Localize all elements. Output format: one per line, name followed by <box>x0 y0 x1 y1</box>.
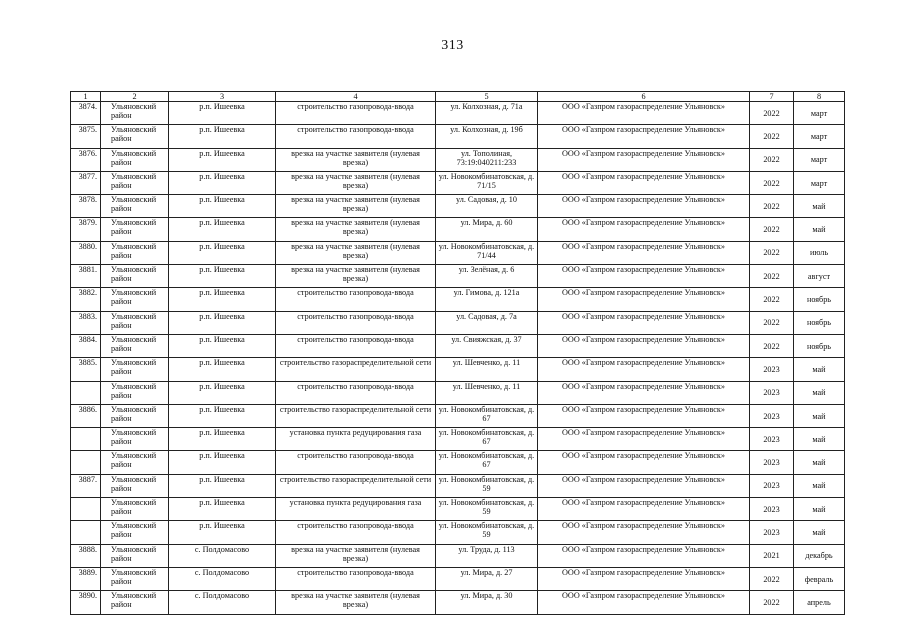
row-number <box>71 381 101 404</box>
month-cell: май <box>794 498 845 521</box>
row-number: 3878. <box>71 195 101 218</box>
year-cell: 2022 <box>750 171 794 194</box>
locality-cell: с. Полдомасово <box>169 567 276 590</box>
year-cell: 2022 <box>750 265 794 288</box>
year-cell: 2023 <box>750 451 794 474</box>
table-row <box>71 171 845 194</box>
address-cell: ул. Новокомбинатовская, д. 71/44 <box>436 241 538 264</box>
address-cell: ул. Мира, д. 30 <box>436 591 538 614</box>
table-row <box>71 451 845 474</box>
district-cell: Ульяновский район <box>101 171 169 194</box>
work-type-cell: строительство газораспределительной сети <box>276 358 436 381</box>
table-row <box>71 125 845 148</box>
locality-cell: р.п. Ишеевка <box>169 125 276 148</box>
row-number: 3889. <box>71 567 101 590</box>
work-type-cell: строительство газопровода-ввода <box>276 102 436 125</box>
row-number <box>71 451 101 474</box>
organization-cell: ООО «Газпром газораспределение Ульяновск» <box>538 102 750 125</box>
table-row <box>71 428 845 451</box>
district-cell: Ульяновский район <box>101 102 169 125</box>
district-cell: Ульяновский район <box>101 358 169 381</box>
organization-cell: ООО «Газпром газораспределение Ульяновск» <box>538 591 750 614</box>
table-row <box>71 288 845 311</box>
work-type-cell: врезка на участке заявителя (нулевая врезка) <box>276 148 436 171</box>
locality-cell: р.п. Ишеевка <box>169 474 276 497</box>
locality-cell: с. Полдомасово <box>169 591 276 614</box>
table-row <box>71 102 845 125</box>
address-cell: ул. Садовая, д. 10 <box>436 195 538 218</box>
year-cell: 2022 <box>750 102 794 125</box>
locality-cell: р.п. Ишеевка <box>169 148 276 171</box>
work-type-cell: установка пункта редуцирования газа <box>276 498 436 521</box>
col-header-1: 1 <box>71 92 101 102</box>
table-row <box>71 358 845 381</box>
locality-cell: р.п. Ишеевка <box>169 195 276 218</box>
address-cell: ул. Новокомбинатовская, д. 67 <box>436 428 538 451</box>
district-cell: Ульяновский район <box>101 404 169 427</box>
organization-cell: ООО «Газпром газораспределение Ульяновск» <box>538 404 750 427</box>
table-row <box>71 591 845 614</box>
row-number: 3874. <box>71 102 101 125</box>
locality-cell: р.п. Ишеевка <box>169 311 276 334</box>
district-cell: Ульяновский район <box>101 195 169 218</box>
year-cell: 2023 <box>750 404 794 427</box>
row-number: 3882. <box>71 288 101 311</box>
locality-cell: р.п. Ишеевка <box>169 428 276 451</box>
locality-cell: с. Полдомасово <box>169 544 276 567</box>
address-cell: ул. Тополиная, 73:19:040211:233 <box>436 148 538 171</box>
locality-cell: р.п. Ишеевка <box>169 171 276 194</box>
locality-cell: р.п. Ишеевка <box>169 241 276 264</box>
organization-cell: ООО «Газпром газораспределение Ульяновск» <box>538 171 750 194</box>
col-header-4: 4 <box>276 92 436 102</box>
work-type-cell: строительство газопровода-ввода <box>276 311 436 334</box>
year-cell: 2023 <box>750 474 794 497</box>
table-row <box>71 218 845 241</box>
year-cell: 2023 <box>750 381 794 404</box>
district-cell: Ульяновский район <box>101 311 169 334</box>
address-cell: ул. Новокомбинатовская, д. 67 <box>436 404 538 427</box>
organization-cell: ООО «Газпром газораспределение Ульяновск» <box>538 428 750 451</box>
address-cell: ул. Шевченко, д. 11 <box>436 358 538 381</box>
address-cell: ул. Новокомбинатовская, д. 59 <box>436 474 538 497</box>
row-number: 3879. <box>71 218 101 241</box>
table-row <box>71 474 845 497</box>
work-type-cell: строительство газораспределительной сети <box>276 404 436 427</box>
locality-cell: р.п. Ишеевка <box>169 451 276 474</box>
organization-cell: ООО «Газпром газораспределение Ульяновск» <box>538 195 750 218</box>
work-type-cell: строительство газопровода-ввода <box>276 125 436 148</box>
table-row <box>71 498 845 521</box>
row-number: 3877. <box>71 171 101 194</box>
work-type-cell: врезка на участке заявителя (нулевая врезка) <box>276 195 436 218</box>
address-cell: ул. Новокомбинатовская, д. 59 <box>436 498 538 521</box>
row-number <box>71 521 101 544</box>
month-cell: апрель <box>794 591 845 614</box>
work-type-cell: строительство газопровода-ввода <box>276 381 436 404</box>
organization-cell: ООО «Газпром газораспределение Ульяновск» <box>538 381 750 404</box>
year-cell: 2022 <box>750 311 794 334</box>
address-cell: ул. Новокомбинатовская, д. 59 <box>436 521 538 544</box>
year-cell: 2022 <box>750 241 794 264</box>
month-cell: март <box>794 102 845 125</box>
month-cell: март <box>794 125 845 148</box>
locality-cell: р.п. Ишеевка <box>169 404 276 427</box>
col-header-3: 3 <box>169 92 276 102</box>
col-header-8: 8 <box>794 92 845 102</box>
address-cell: ул. Колхозная, д. 71а <box>436 102 538 125</box>
work-type-cell: врезка на участке заявителя (нулевая врезка) <box>276 591 436 614</box>
month-cell: ноябрь <box>794 288 845 311</box>
work-type-cell: строительство газопровода-ввода <box>276 451 436 474</box>
table-row <box>71 311 845 334</box>
month-cell: август <box>794 265 845 288</box>
organization-cell: ООО «Газпром газораспределение Ульяновск» <box>538 474 750 497</box>
district-cell: Ульяновский район <box>101 381 169 404</box>
address-cell: ул. Колхозная, д. 19б <box>436 125 538 148</box>
organization-cell: ООО «Газпром газораспределение Ульяновск» <box>538 567 750 590</box>
work-type-cell: врезка на участке заявителя (нулевая врезка) <box>276 241 436 264</box>
row-number: 3885. <box>71 358 101 381</box>
month-cell: май <box>794 404 845 427</box>
work-type-cell: врезка на участке заявителя (нулевая врезка) <box>276 265 436 288</box>
locality-cell: р.п. Ишеевка <box>169 498 276 521</box>
table-row <box>71 521 845 544</box>
row-number: 3880. <box>71 241 101 264</box>
address-cell: ул. Новокомбинатовская, д. 71/15 <box>436 171 538 194</box>
year-cell: 2023 <box>750 498 794 521</box>
address-cell: ул. Труда, д. 113 <box>436 544 538 567</box>
address-cell: ул. Мира, д. 60 <box>436 218 538 241</box>
organization-cell: ООО «Газпром газораспределение Ульяновск» <box>538 544 750 567</box>
row-number: 3883. <box>71 311 101 334</box>
year-cell: 2022 <box>750 125 794 148</box>
year-cell: 2022 <box>750 148 794 171</box>
locality-cell: р.п. Ишеевка <box>169 102 276 125</box>
year-cell: 2023 <box>750 428 794 451</box>
district-cell: Ульяновский район <box>101 265 169 288</box>
address-cell: ул. Садовая, д. 7а <box>436 311 538 334</box>
district-cell: Ульяновский район <box>101 428 169 451</box>
district-cell: Ульяновский район <box>101 125 169 148</box>
table-row <box>71 148 845 171</box>
work-type-cell: врезка на участке заявителя (нулевая врезка) <box>276 171 436 194</box>
row-number: 3886. <box>71 404 101 427</box>
organization-cell: ООО «Газпром газораспределение Ульяновск» <box>538 498 750 521</box>
month-cell: декабрь <box>794 544 845 567</box>
row-number <box>71 428 101 451</box>
table-row <box>71 544 845 567</box>
month-cell: май <box>794 218 845 241</box>
district-cell: Ульяновский район <box>101 288 169 311</box>
year-cell: 2022 <box>750 288 794 311</box>
table-row <box>71 195 845 218</box>
address-cell: ул. Мира, д. 27 <box>436 567 538 590</box>
month-cell: май <box>794 521 845 544</box>
gas-works-table <box>70 91 845 615</box>
locality-cell: р.п. Ишеевка <box>169 358 276 381</box>
locality-cell: р.п. Ишеевка <box>169 288 276 311</box>
col-header-7: 7 <box>750 92 794 102</box>
work-type-cell: строительство газопровода-ввода <box>276 288 436 311</box>
row-number: 3876. <box>71 148 101 171</box>
month-cell: март <box>794 171 845 194</box>
month-cell: май <box>794 474 845 497</box>
row-number: 3881. <box>71 265 101 288</box>
locality-cell: р.п. Ишеевка <box>169 381 276 404</box>
work-type-cell: строительство газораспределительной сети <box>276 474 436 497</box>
year-cell: 2022 <box>750 591 794 614</box>
row-number: 3875. <box>71 125 101 148</box>
district-cell: Ульяновский район <box>101 544 169 567</box>
month-cell: май <box>794 428 845 451</box>
year-cell: 2022 <box>750 195 794 218</box>
header-row <box>71 92 845 102</box>
year-cell: 2022 <box>750 218 794 241</box>
work-type-cell: строительство газопровода-ввода <box>276 521 436 544</box>
table-row <box>71 241 845 264</box>
row-number <box>71 498 101 521</box>
organization-cell: ООО «Газпром газораспределение Ульяновск» <box>538 148 750 171</box>
organization-cell: ООО «Газпром газораспределение Ульяновск» <box>538 218 750 241</box>
organization-cell: ООО «Газпром газораспределение Ульяновск» <box>538 451 750 474</box>
year-cell: 2021 <box>750 544 794 567</box>
district-cell: Ульяновский район <box>101 218 169 241</box>
row-number: 3888. <box>71 544 101 567</box>
table-row <box>71 404 845 427</box>
table-body <box>71 102 845 615</box>
table-row <box>71 381 845 404</box>
month-cell: март <box>794 148 845 171</box>
district-cell: Ульяновский район <box>101 241 169 264</box>
month-cell: ноябрь <box>794 311 845 334</box>
organization-cell: ООО «Газпром газораспределение Ульяновск» <box>538 521 750 544</box>
year-cell: 2022 <box>750 567 794 590</box>
address-cell: ул. Новокомбинатовская, д. 67 <box>436 451 538 474</box>
address-cell: ул. Свияжская, д. 37 <box>436 334 538 357</box>
work-type-cell: установка пункта редуцирования газа <box>276 428 436 451</box>
row-number: 3887. <box>71 474 101 497</box>
address-cell: ул. Гимова, д. 121а <box>436 288 538 311</box>
district-cell: Ульяновский район <box>101 567 169 590</box>
table-row <box>71 265 845 288</box>
month-cell: июль <box>794 241 845 264</box>
month-cell: февраль <box>794 567 845 590</box>
district-cell: Ульяновский район <box>101 474 169 497</box>
organization-cell: ООО «Газпром газораспределение Ульяновск» <box>538 125 750 148</box>
year-cell: 2023 <box>750 521 794 544</box>
work-type-cell: строительство газопровода-ввода <box>276 334 436 357</box>
col-header-2: 2 <box>101 92 169 102</box>
month-cell: май <box>794 451 845 474</box>
work-type-cell: строительство газопровода-ввода <box>276 567 436 590</box>
year-cell: 2023 <box>750 358 794 381</box>
month-cell: май <box>794 381 845 404</box>
organization-cell: ООО «Газпром газораспределение Ульяновск» <box>538 334 750 357</box>
work-type-cell: врезка на участке заявителя (нулевая врезка) <box>276 218 436 241</box>
address-cell: ул. Зелёная, д. 6 <box>436 265 538 288</box>
row-number: 3884. <box>71 334 101 357</box>
organization-cell: ООО «Газпром газораспределение Ульяновск» <box>538 288 750 311</box>
col-header-5: 5 <box>436 92 538 102</box>
district-cell: Ульяновский район <box>101 591 169 614</box>
month-cell: май <box>794 195 845 218</box>
district-cell: Ульяновский район <box>101 521 169 544</box>
year-cell: 2022 <box>750 334 794 357</box>
row-number: 3890. <box>71 591 101 614</box>
locality-cell: р.п. Ишеевка <box>169 334 276 357</box>
district-cell: Ульяновский район <box>101 498 169 521</box>
month-cell: ноябрь <box>794 334 845 357</box>
locality-cell: р.п. Ишеевка <box>169 521 276 544</box>
district-cell: Ульяновский район <box>101 451 169 474</box>
address-cell: ул. Шевченко, д. 11 <box>436 381 538 404</box>
table-row <box>71 567 845 590</box>
locality-cell: р.п. Ишеевка <box>169 218 276 241</box>
organization-cell: ООО «Газпром газораспределение Ульяновск» <box>538 265 750 288</box>
work-type-cell: врезка на участке заявителя (нулевая врезка) <box>276 544 436 567</box>
month-cell: май <box>794 358 845 381</box>
organization-cell: ООО «Газпром газораспределение Ульяновск» <box>538 358 750 381</box>
page-number: 313 <box>441 38 464 53</box>
table-row <box>71 334 845 357</box>
col-header-6: 6 <box>538 92 750 102</box>
district-cell: Ульяновский район <box>101 148 169 171</box>
organization-cell: ООО «Газпром газораспределение Ульяновск» <box>538 241 750 264</box>
locality-cell: р.п. Ишеевка <box>169 265 276 288</box>
organization-cell: ООО «Газпром газораспределение Ульяновск» <box>538 311 750 334</box>
district-cell: Ульяновский район <box>101 334 169 357</box>
